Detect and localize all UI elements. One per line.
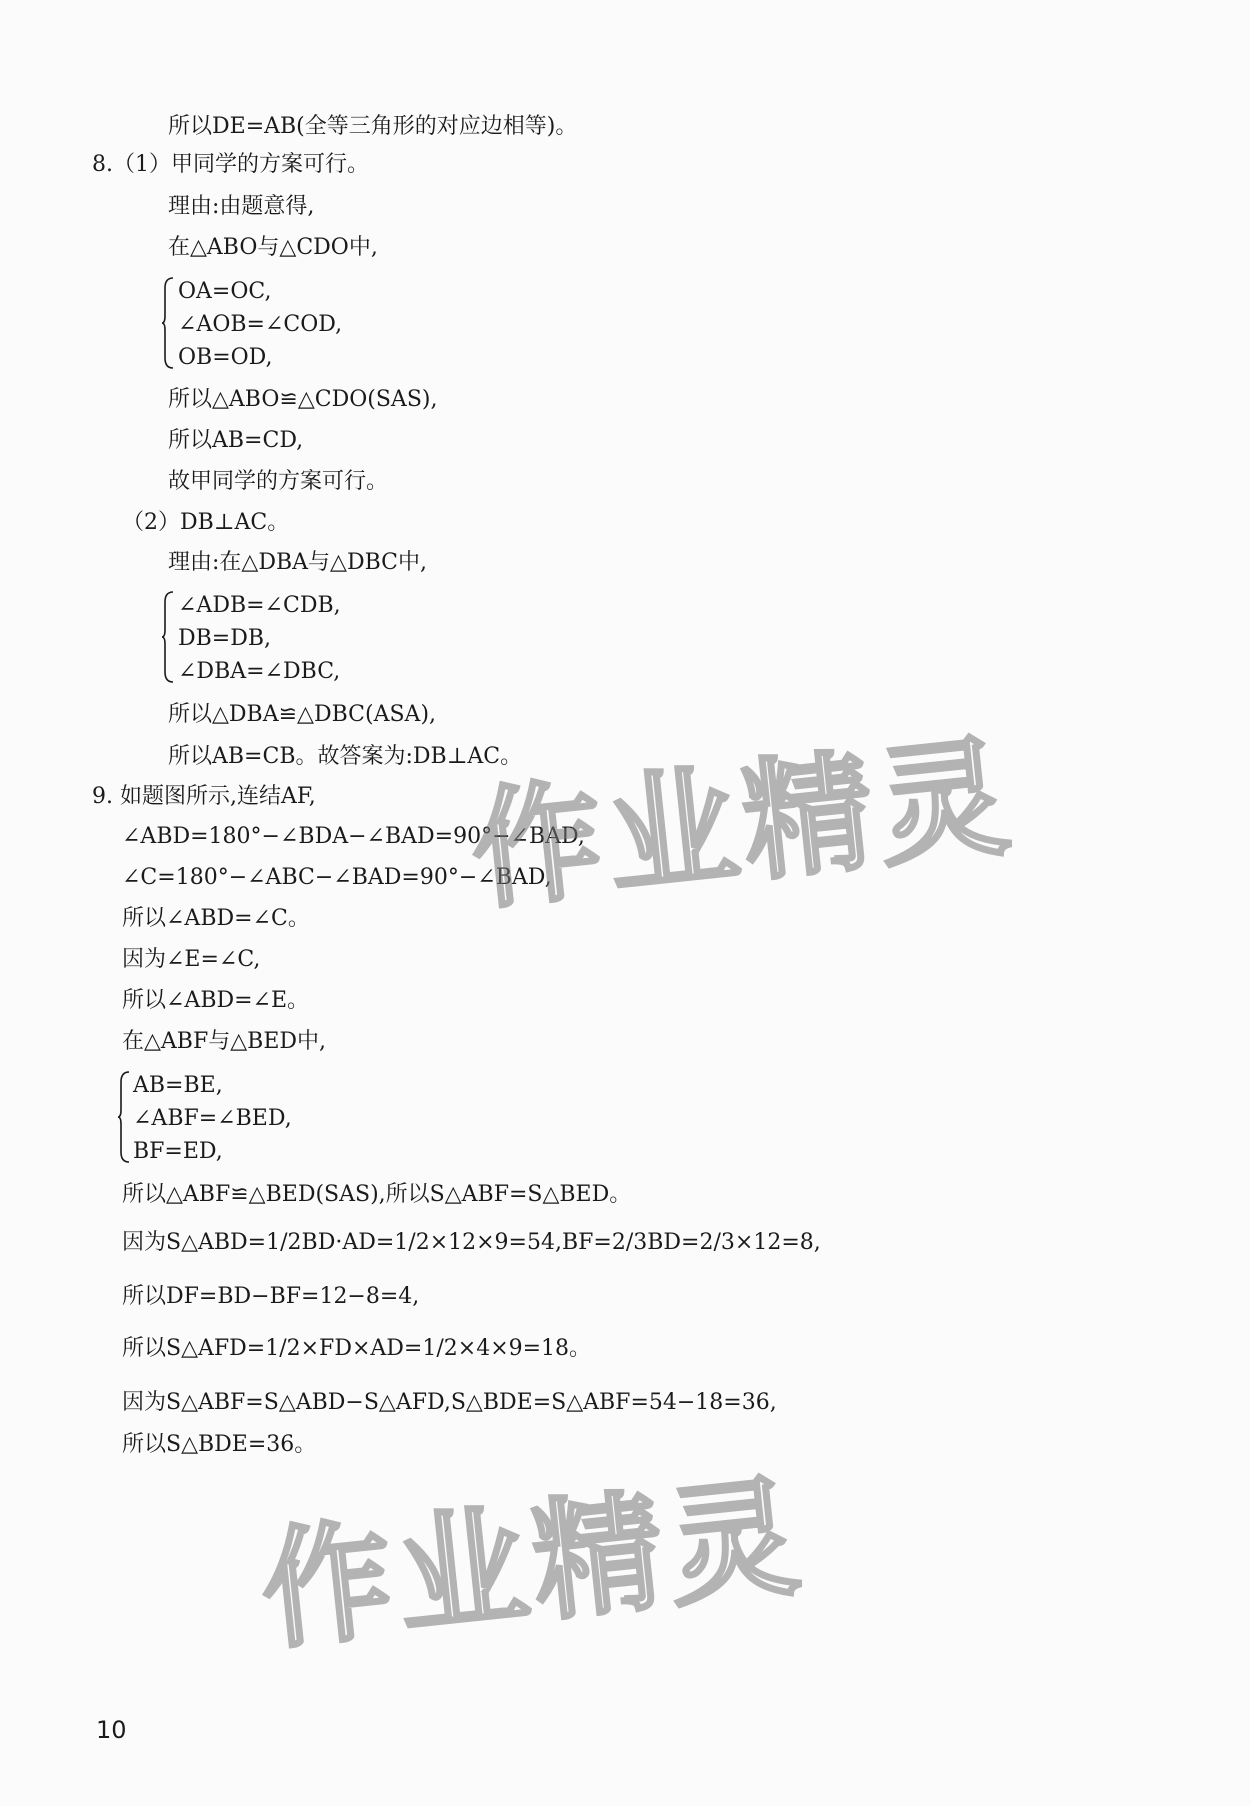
text-line: 所以△ABF≌△BED(SAS),所以S△ABF=S△BED。 [122, 1182, 632, 1207]
text-line: ∠ABD=180°−∠BDA−∠BAD=90°−∠BAD, [122, 824, 585, 849]
watermark: 作业精灵 [464, 719, 1022, 928]
text-line: ∠ADB=∠CDB, [178, 593, 341, 618]
watermark: 作业精灵 [254, 1459, 812, 1668]
text-line: AB=BE, [133, 1073, 223, 1098]
text-line: 所以AB=CD, [168, 428, 304, 453]
text-line: （2）DB⊥AC。 [122, 510, 290, 535]
text-line: OB=OD, [178, 345, 273, 370]
text-line: ∠DBA=∠DBC, [178, 659, 341, 684]
text-line: 因为S△ABD=1/2BD·AD=1/2×12×9=54,BF=2/3BD=2/3×12=8, [122, 1230, 821, 1255]
text-line: 所以△ABO≌△CDO(SAS), [168, 387, 438, 412]
text-line: 故甲同学的方案可行。 [168, 469, 389, 494]
text-line: 所以DF=BD−BF=12−8=4, [122, 1284, 420, 1309]
text-line: BF=ED, [133, 1139, 223, 1164]
question-8-heading: 8.（1）甲同学的方案可行。 [92, 152, 369, 177]
text-line: 在△ABF与△BED中, [122, 1029, 327, 1054]
text-line: ∠AOB=∠COD, [178, 312, 343, 337]
page-number: 10 [96, 1716, 127, 1744]
brace-icon [118, 1070, 130, 1168]
question-9-heading: 9. 如题图所示,连结AF, [92, 784, 316, 809]
text-line: ∠ABF=∠BED, [133, 1106, 292, 1131]
text-line: 所以∠ABD=∠E。 [122, 988, 310, 1013]
text-line: 所以S△AFD=1/2×FD×AD=1/2×4×9=18。 [122, 1336, 592, 1361]
text-line: 理由:在△DBA与△DBC中, [168, 550, 427, 575]
text-line: ∠C=180°−∠ABC−∠BAD=90°−∠BAD, [122, 865, 552, 890]
text-line: 所以△DBA≌△DBC(ASA), [168, 702, 437, 727]
text-line: 理由:由题意得, [168, 194, 315, 219]
text-line: 因为S△ABF=S△ABD−S△AFD,S△BDE=S△ABF=54−18=36, [122, 1390, 777, 1415]
text-line: 所以∠ABD=∠C。 [122, 906, 310, 931]
text-line: OA=OC, [178, 279, 272, 304]
brace-icon [162, 590, 174, 688]
text-line: 因为∠E=∠C, [122, 947, 261, 972]
text-line: 所以AB=CB。故答案为:DB⊥AC。 [168, 744, 523, 769]
text-line: 所以S△BDE=36。 [122, 1432, 317, 1457]
text-line: 所以DE=AB(全等三角形的对应边相等)。 [168, 114, 578, 139]
text-line: DB=DB, [178, 626, 272, 651]
brace-icon [162, 276, 174, 374]
text-line: 在△ABO与△CDO中, [168, 235, 378, 260]
